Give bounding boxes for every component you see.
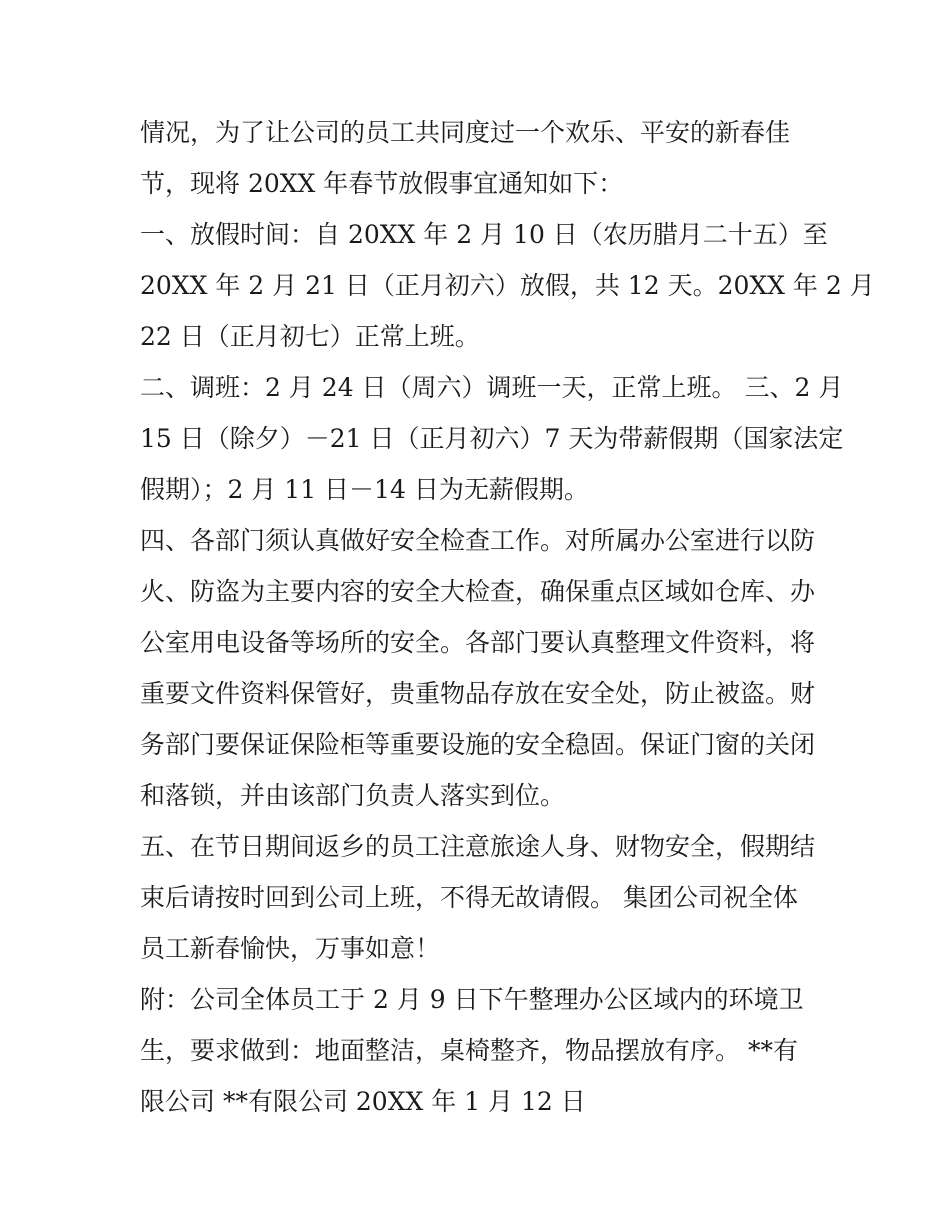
text-line: 节，现将 20XX 年春节放假事宜通知如下：: [140, 169, 624, 198]
text-line: 22 日（正月初七）正常上班。: [140, 322, 480, 351]
text-line: 和落锁，并由该部门负责人落实到位。: [140, 781, 566, 810]
text-line: 20XX 年 2 月 21 日（正月初六）放假，共 12 天。20XX 年 2 月: [140, 271, 875, 300]
text-line: 五、在节日期间返乡的员工注意旅途人身、财物安全，假期结: [140, 832, 816, 861]
text-line: 二、调班：2 月 24 日（周六）调班一天，正常上班。 三、2 月: [140, 373, 844, 402]
appendix-paragraph: [140, 974, 820, 1127]
safety-check-paragraph: [140, 515, 820, 821]
travel-safety-paragraph: [140, 821, 820, 974]
text-line: 15 日（除夕）－21 日（正月初六）7 天为带薪假期（国家法定: [140, 424, 844, 453]
text-line: 火、防盗为主要内容的安全大检查，确保重点区域如仓库、办: [140, 577, 816, 606]
shift-adjust-paragraph: [140, 362, 844, 515]
intro-paragraph: [140, 107, 820, 209]
text-line: 生，要求做到：地面整洁，桌椅整齐，物品摆放有序。 **有: [140, 1036, 798, 1065]
holiday-time-paragraph: [140, 209, 875, 362]
text-line: 情况，为了让公司的员工共同度过一个欢乐、平安的新春佳: [140, 118, 791, 147]
signature-line: 限公司 **有限公司 20XX 年 1 月 12 日: [140, 1087, 586, 1116]
text-line: 四、各部门须认真做好安全检查工作。对所属办公室进行以防: [140, 526, 816, 555]
text-line: 一、放假时间：自 20XX 年 2 月 10 日（农历腊月二十五）至: [140, 220, 828, 249]
text-line: 公室用电设备等场所的安全。各部门要认真整理文件资料，将: [140, 628, 816, 657]
text-line: 员工新春愉快，万事如意！: [140, 934, 441, 963]
document-page: [140, 107, 875, 1127]
text-line: 束后请按时回到公司上班，不得无故请假。 集团公司祝全体: [140, 883, 798, 912]
text-line: 假期）；2 月 11 日－14 日为无薪假期。: [140, 475, 589, 504]
text-line: 重要文件资料保管好，贵重物品存放在安全处，防止被盗。财: [140, 679, 816, 708]
text-line: 附：公司全体员工于 2 月 9 日下午整理办公区域内的环境卫: [140, 985, 804, 1014]
text-line: 务部门要保证保险柜等重要设施的安全稳固。保证门窗的关闭: [140, 730, 816, 759]
